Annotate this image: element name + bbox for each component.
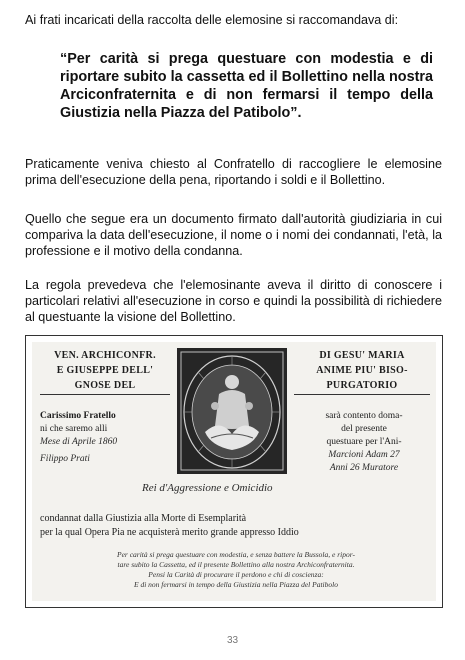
header-right-line: DI GESU' MARIA xyxy=(319,350,405,361)
body-line: questuare per l'Ani- xyxy=(326,437,402,447)
header-right-line: PURGATORIO xyxy=(326,380,398,391)
fine-print-line: Pensi la Carità di procurare il perdono e chi di coscienza: xyxy=(148,570,324,579)
body-line: sarà contento doma- xyxy=(325,411,403,421)
merit-line: per la qual Opera Pia ne acquisterà merito grande appresso Iddio xyxy=(40,527,299,538)
quote-text: “Per carità si prega questuare con modestia e di riportare subito la cassetta ed il Bollettino nella nostra Arciconfraternita e di non fermarsi il tempo della Giustizia nella Piazza del Patibolo”. xyxy=(60,51,433,121)
fine-print-line: tare subito la Cassetta, ed il presente Bollettino alla nostra Archiconfraternita. xyxy=(117,560,355,569)
document-body-left xyxy=(40,410,172,466)
document-header-left xyxy=(40,348,170,393)
historical-document-image xyxy=(25,335,443,608)
fine-print-line: E di non fermarsi in tempo della Giustizia nella Piazza del Patibolo xyxy=(134,580,338,589)
crime-handwritten: Rei d'Aggressione e Omicidio xyxy=(142,482,273,494)
intro-text: Ai frati incaricati della raccolta delle elemosine si raccomandava di: xyxy=(25,13,399,27)
divider xyxy=(294,394,430,395)
body-line: ni che saremo alli xyxy=(40,424,108,434)
fine-print-line: Per carità si prega questuare con modestia, e senza battere la Bussola, e ripor- xyxy=(117,550,355,559)
bollettino-scan xyxy=(32,342,436,601)
condemned-name: Marcioni Adam 27 xyxy=(328,450,400,460)
body-line: del presente xyxy=(341,424,387,434)
condemned-details: Anni 26 Muratore xyxy=(329,463,399,473)
signature: Filippo Prati xyxy=(40,454,90,464)
condemned-line: condannat dalla Giustizia alla Morte di Esemplarità xyxy=(40,513,247,524)
header-left-line: GNOSE DEL xyxy=(74,380,136,391)
paragraph-1: Praticamente veniva chiesto al Confratello di raccogliere le elemosine prima dell'esecuzione della pena, riportando i soldi e il Bollettino. xyxy=(25,157,442,187)
paragraph-3: La regola prevedeva che l'elemosinante aveva il diritto di conoscere i particolari relativi all'esecuzione in corso e quindi la possibilità di richiedere al questuante la visione del Bollettino. xyxy=(25,278,442,324)
page-number: 33 xyxy=(226,635,239,646)
document-header-right xyxy=(292,348,432,393)
paragraph-2: Quello che segue era un documento firmato dall'autorità giudiziaria in cui compariva la data dell'esecuzione, il nome o i nomi dei condannati, l'età, la professione e il motivo della condanna. xyxy=(25,212,442,258)
greeting: Carissimo Fratello xyxy=(40,411,116,421)
header-left-line: E GIUSEPPE DELL' xyxy=(56,365,154,376)
header-left-line: VEN. ARCHICONFR. xyxy=(54,350,156,361)
date-line: Mese di Aprile 1860 xyxy=(40,437,118,447)
divider xyxy=(40,394,170,395)
confraternity-seal-emblem xyxy=(175,346,289,476)
document-body-right xyxy=(294,410,434,475)
header-right-line: ANIME PIU' BISO- xyxy=(316,365,408,376)
